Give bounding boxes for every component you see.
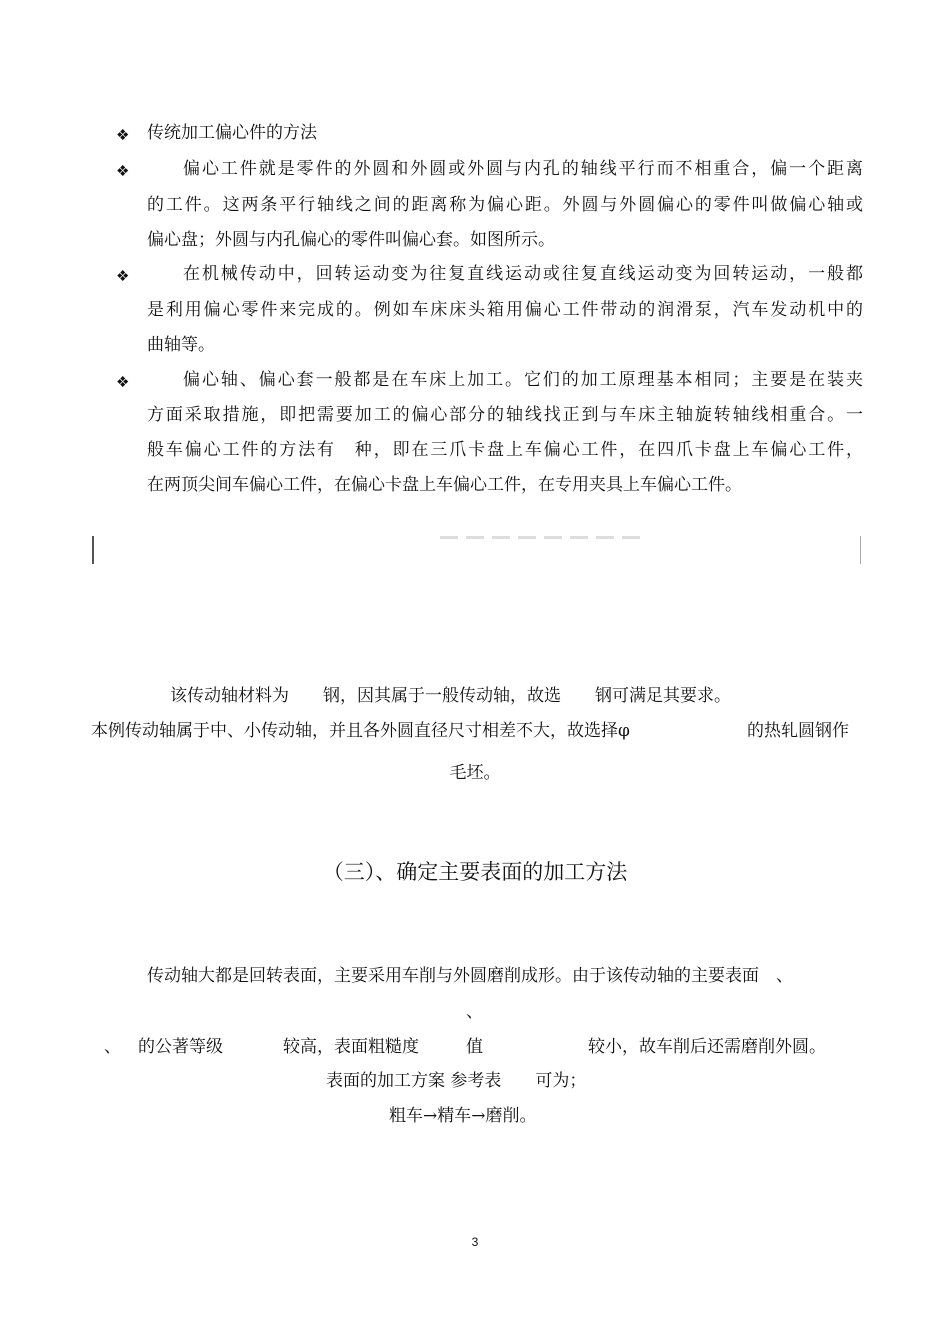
paragraph-line: 的工件。这两条平行轴线之间的距离称为偏心距。外圆与外圆偏心的零件叫做偏心轴或 bbox=[147, 195, 863, 215]
page-number: 3 bbox=[471, 1235, 479, 1249]
surface-line: 的公著等级 bbox=[138, 1037, 223, 1057]
surface-line: 、 bbox=[466, 1002, 483, 1022]
material-line: 该传动轴材料为 钢，因其属于一般传动轴，故选 钢可满足其要求。 bbox=[170, 686, 731, 706]
paragraph-line: 方面采取措施，即把需要加工的偏心部分的轴线找正到与车床主轴旋转轴线相重合。一 bbox=[147, 405, 863, 425]
paragraph-line: 偏心盘；外圆与内孔偏心的零件叫偏心套。如图所示。 bbox=[147, 230, 555, 250]
bullet-icon: ❖ bbox=[116, 162, 130, 180]
paragraph-line: 般车偏心工件的方法有 种，即在三爪卡盘上车偏心工件，在四爪卡盘上车偏心工件， bbox=[147, 440, 863, 460]
paragraph-line: 偏心轴、偏心套一般都是在车床上加工。它们的加工原理基本相同；主要是在装夹 bbox=[183, 370, 863, 390]
paragraph-line: 在机械传动中，回转运动变为往复直线运动或往复直线运动变为回转运动，一般都 bbox=[183, 264, 863, 284]
material-line: 的热轧圆钢作 bbox=[747, 721, 849, 741]
surface-line: 值 bbox=[466, 1037, 483, 1057]
paragraph-line: 是利用偏心零件来完成的。例如车床床头箱用偏心工件带动的润滑泵，汽车发动机中的 bbox=[147, 300, 863, 320]
bullet-icon: ❖ bbox=[116, 373, 130, 391]
material-line: 毛坯。 bbox=[449, 763, 501, 783]
bullet-icon: ❖ bbox=[116, 267, 130, 285]
material-line: 本例传动轴属于中、小传动轴，并且各外圆直径尺寸相差不大，故选择φ bbox=[91, 721, 630, 741]
surface-line: 表面的加工方案 参考表 可为； bbox=[326, 1071, 587, 1091]
surface-line: 、 bbox=[104, 1037, 121, 1057]
section-heading: （三）、确定主要表面的加工方法 bbox=[322, 860, 628, 884]
separator-left bbox=[92, 536, 94, 564]
bullet-icon: ❖ bbox=[116, 126, 130, 144]
faint-separator bbox=[440, 536, 640, 539]
surface-line: 较小，故车削后还需磨削外圆。 bbox=[588, 1037, 826, 1057]
section-title: 传统加工偏心件的方法 bbox=[147, 123, 317, 143]
surface-line: 粗车→精车→磨削。 bbox=[389, 1106, 537, 1126]
surface-line: 传动轴大都是回转表面，主要采用车削与外圆磨削成形。由于该传动轴的主要表面 、 bbox=[147, 966, 793, 986]
paragraph-line: 曲轴等。 bbox=[147, 335, 215, 355]
surface-line: 较高，表面粗糙度 bbox=[283, 1037, 419, 1057]
paragraph-line: 在两顶尖间车偏心工件，在偏心卡盘上车偏心工件，在专用夹具上车偏心工件。 bbox=[147, 475, 742, 495]
paragraph-line: 偏心工件就是零件的外圆和外圆或外圆与内孔的轴线平行而不相重合，偏一个距离 bbox=[183, 159, 863, 179]
separator-right bbox=[860, 536, 861, 564]
